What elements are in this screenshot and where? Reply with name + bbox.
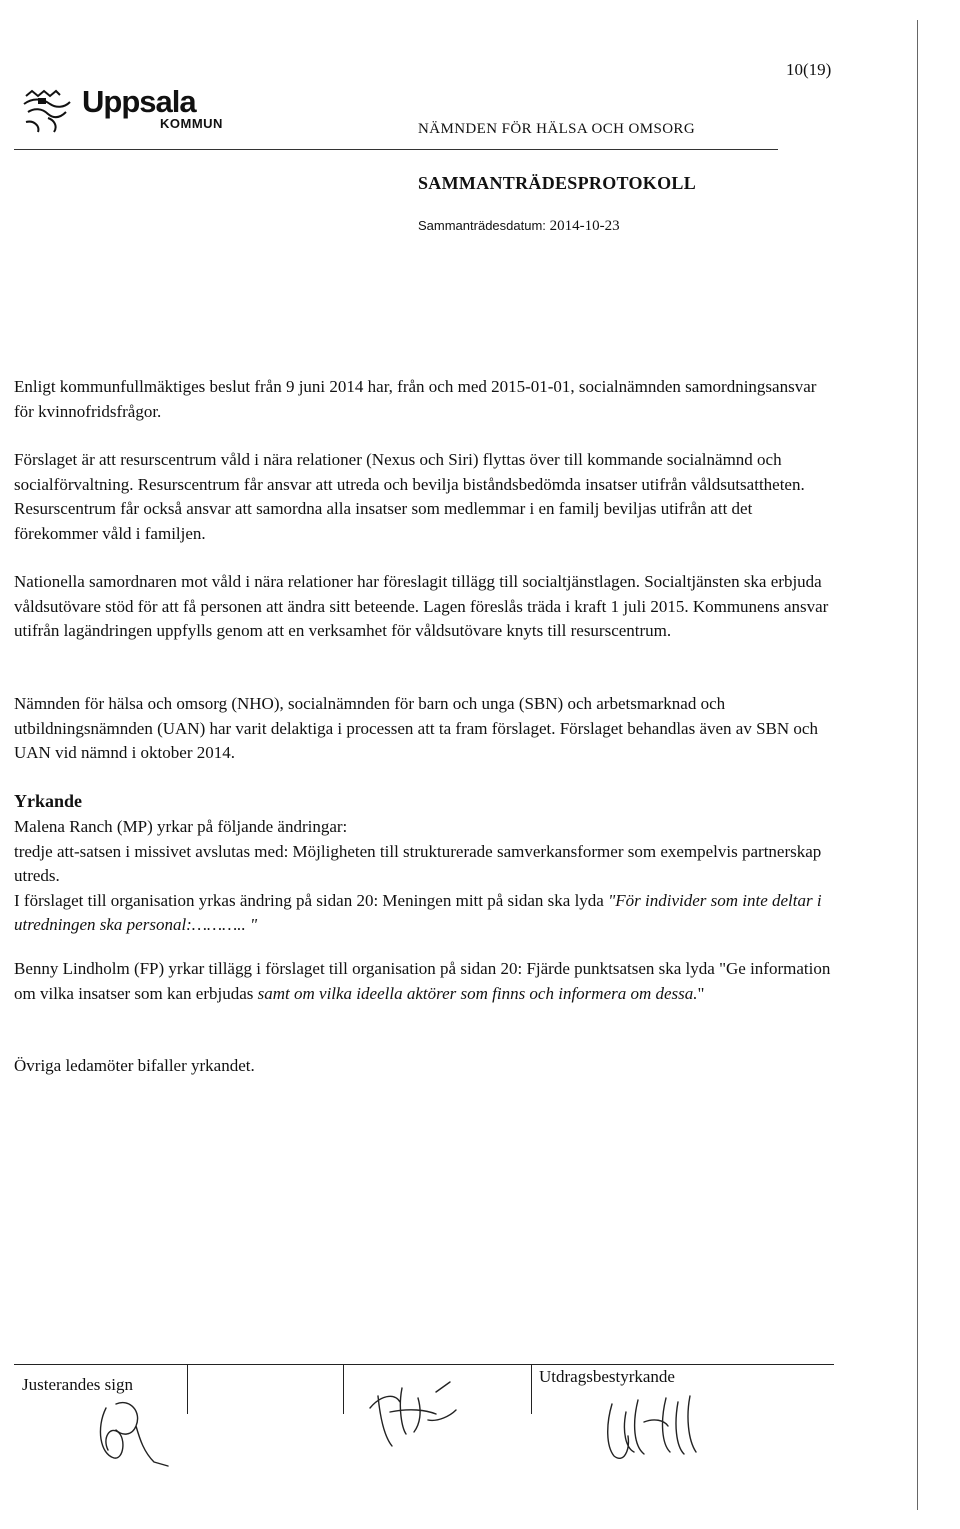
page-number: 10(19) [786,60,832,79]
yrkande-line-3-quote: "För individer som inte deltar i utredningen ska personal:……….. " [14,890,822,935]
meeting-date-label: Sammanträdesdatum: [418,218,546,233]
utdragsbestyrkande-label: Utdragsbestyrkande [539,1367,675,1386]
department-name: NÄMNDEN FÖR HÄLSA OCH OMSORG [418,121,696,137]
paragraph-3-text: Nationella samordnaren mot våld i nära relationer har föreslagit tillägg till socialtjänstlagen. Socialtjänsten ska erbjuda våldsutövare stöd för att få personen att ändra sitt beteende. Lagen föreslås träda i kraft 1 juli 2015. Kommunens ansvar utifrån lagändringen uppfylls genom att en verksamhet för våldsutövare knyts till resurscentrum. [14,572,829,641]
paragraph-1-text: Enligt kommunfullmäktiges beslut från 9 juni 2014 har, från och med 2015-01-01, socialnämnden samordningsansvar för kvinnofridsfrågor. [14,377,817,421]
paragraph-4 [14,692,834,766]
margin-line [917,20,918,1510]
header-divider [14,149,778,150]
signature-3 [598,1392,718,1472]
paragraph-6-text: Övriga ledamöter bifaller yrkandet. [14,1056,255,1075]
logo-wordmark: Uppsala [82,84,196,119]
yrkande-line-3 [14,889,834,938]
paragraph-6 [14,1054,834,1079]
justerandes-sign-label: Justerandes sign [22,1375,133,1394]
meeting-date [418,218,620,235]
logo-subtitle: KOMMUN [160,116,223,131]
signature-2 [360,1378,470,1458]
yrkande-line-2: tredje att-satsen i missivet avslutas med: Möjligheten till strukturerade samverkansformer som exempelvis partnerskap utreds. [14,841,822,886]
document-title: SAMMANTRÄDESPROTOKOLL [418,173,696,193]
signature-divider-2 [343,1364,344,1414]
paragraph-5 [14,957,834,1006]
yrkande-heading: Yrkande [14,791,83,811]
signature-divider-3 [531,1364,532,1414]
signature-1 [86,1398,176,1478]
paragraph-3 [14,570,834,644]
paragraph-5-plain: Benny Lindholm (FP) yrkar tillägg i förslaget till organisation på sidan 20: Fjärde punktsatsen ska lyda "Ge information om vilka insatser som kan erbjudas [14,959,831,1003]
yrkande-block [14,815,834,938]
paragraph-1 [14,375,834,424]
meeting-date-value: 2014-10-23 [549,218,620,234]
signature-top-rule [14,1364,834,1365]
paragraph-4-text: Nämnden för hälsa och omsorg (NHO), socialnämnden för barn och unga (SBN) och arbetsmarknad och utbildningsnämnden (UAN) har varit delaktiga i processen att ta fram förslaget. Förslaget behandlas även av SBN och UAN vid nämnd i oktober 2014. [14,694,818,763]
signature-divider-1 [187,1364,188,1414]
yrkande-line-3-text: I förslaget till organisation yrkas ändring på sidan 20: Meningen mitt på sidan ska lyda [14,890,609,910]
uppsala-crest-logo [18,88,78,134]
paragraph-5-text [14,957,834,1006]
paragraph-5-end: " [697,983,705,1003]
yrkande-line-1: Malena Ranch (MP) yrkar på följande ändringar: [14,817,348,836]
paragraph-2-text: Förslaget är att resurscentrum våld i nära relationer (Nexus och Siri) flyttas över till kommande socialnämnd och socialförvaltning. Resurscentrum får ansvar att utreda och bevilja biståndsbedömda insatser utifrån våldsutsattheten. Resurscentrum får också ansvar att samordna alla insatser som medlemmar i en familj beviljas utifrån att det förekommer våld i familjen. [14,450,805,543]
paragraph-2 [14,448,834,546]
paragraph-5-italic: samt om vilka ideella aktörer som finns och informera om dessa. [257,983,698,1003]
